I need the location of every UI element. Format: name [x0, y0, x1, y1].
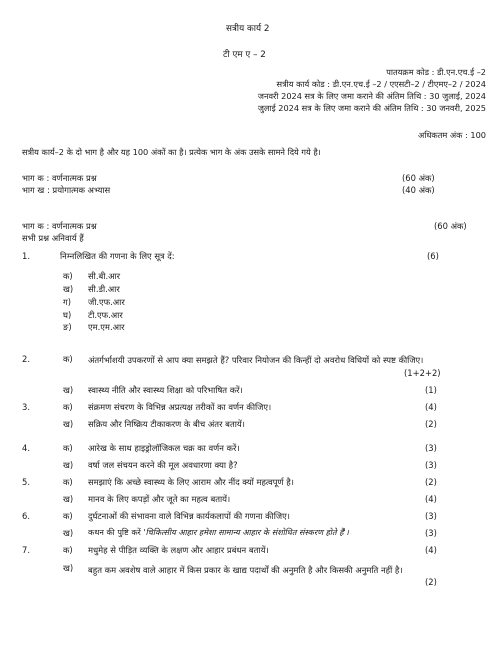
- q1-item-text: सी.बी.आर: [88, 271, 121, 281]
- question-number: 4.: [22, 443, 30, 453]
- q1-item-letter: घ): [63, 310, 72, 320]
- question-letter: ख): [63, 494, 74, 504]
- q1-item-letter: ग): [63, 297, 71, 307]
- question-text: सक्रिय और निष्क्रिय टीकाकरण के बीच अंतर बतायें।: [88, 419, 245, 429]
- question-text: आरेख के साथ हाइड्रोलॉजिकल चक्र का वर्णन करें।: [88, 443, 240, 453]
- question-text: मधुमेह से पीड़ित व्यक्ति के लक्षण और आहार प्रबंधन बतायें।: [88, 545, 269, 555]
- question-number: 3.: [22, 402, 30, 412]
- question-number: 6.: [22, 511, 30, 521]
- question-marks: (3): [425, 443, 437, 453]
- question-marks: (3): [425, 511, 437, 521]
- q1-item-letter: ङ): [63, 322, 72, 332]
- question-text: अंतर्गर्भाशयी उपकरणों से आप क्या समझते हैं? परिवार नियोजन की किन्हीं दो अवरोध विधियों को स्पष्ट कीजिए।: [88, 355, 424, 365]
- question-number: 7.: [22, 545, 30, 555]
- question-text: मानव के लिए कपड़ों और जूते का महत्व बतायें।: [88, 494, 231, 504]
- assignment-code: सत्रीय कार्य कोड : डी.एन.एच.ई –2 / एएसटी–2 / टीएमए–2 / 2024: [276, 79, 486, 89]
- question-letter: ख): [63, 460, 74, 470]
- q1-item-text: जी.एफ.आर: [88, 297, 125, 307]
- q1-item-letter: क): [63, 271, 73, 281]
- deadline-july: जुलाई 2024 सत्र के लिए जमा कराने की अंतिम तिथि : 30 जनवरी, 2025: [257, 103, 486, 113]
- question-marks: (4): [425, 494, 437, 504]
- part-a-label: भाग क : वर्णनात्मक प्रश्न: [22, 173, 97, 183]
- question-letter: ख): [63, 385, 74, 395]
- part-b-marks: (40 अंक): [402, 185, 435, 195]
- question-marks: (4): [425, 402, 437, 412]
- question-marks: (2): [425, 419, 437, 429]
- assignment-title: सत्रीय कार्य 2: [226, 24, 270, 34]
- question-letter: क): [63, 511, 73, 521]
- question-quote: 'चिकित्सीय आहार हमेशा सामान्य आहार के संशोधित संस्करण होते हैं'।: [143, 527, 349, 537]
- question-letter: क): [63, 545, 73, 555]
- question-text: स्वास्थ्य नीति और स्वास्थ्य शिक्षा को परिभाषित करें।: [88, 385, 243, 395]
- question-text: वर्षा जल संचयन करने की मूल अवधारणा क्या है?: [88, 460, 238, 470]
- q1-marks: (6): [427, 251, 439, 261]
- section-marks: (60 अंक): [434, 221, 467, 231]
- question-text: दुर्घटनाओं की संभावना वाले विभिन्न कार्यकलापों की गणना कीजिए।: [88, 511, 290, 521]
- question-letter: ख): [63, 528, 74, 538]
- question-marks: (3): [425, 460, 437, 470]
- question-marks: (3): [425, 528, 437, 538]
- question-letter: क): [63, 402, 73, 412]
- question-text: समझाएं कि अच्छे स्वास्थ्य के लिए आराम और नींद क्यों महत्वपूर्ण है।: [88, 477, 294, 487]
- part-b-label: भाग ख : प्रयोगात्मक अभ्यास: [22, 185, 111, 195]
- question-letter: ख): [63, 419, 74, 429]
- question-letter: क): [63, 354, 73, 364]
- question-letter: ख): [63, 563, 74, 573]
- q1-item-letter: ख): [63, 284, 74, 294]
- question-number: 5.: [22, 477, 30, 487]
- question-letter: क): [63, 477, 73, 487]
- section-title: भाग क : वर्णनात्मक प्रश्न: [22, 221, 97, 231]
- q1-text: निम्नलिखित की गणना के लिए सूत्र दें:: [60, 251, 175, 261]
- q1-item-text: टी.एफ.आर: [88, 310, 123, 320]
- question-marks: (1+2+2): [404, 368, 441, 378]
- question-marks: (2): [425, 577, 437, 587]
- section-instruction: सभी प्रश्न अनिवार्य हैं: [22, 233, 84, 243]
- max-marks: अधिकतम अंक : 100: [418, 130, 486, 140]
- question-statement: कथन की पुष्टि करें: [88, 527, 141, 537]
- question-marks: (2): [425, 477, 437, 487]
- question-letter: क): [63, 443, 73, 453]
- question-number: 2.: [22, 354, 30, 364]
- q1-item-text: एम.एम.आर: [88, 322, 125, 332]
- question-marks: (1): [425, 385, 437, 395]
- q1-item-text: सी.डी.आर: [88, 284, 120, 294]
- q1-number: 1.: [22, 251, 30, 261]
- deadline-january: जनवरी 2024 सत्र के लिए जमा कराने की अंतिम तिथि : 30 जुलाई, 2024: [257, 91, 486, 101]
- question-text: बहुत कम अवशेष वाले आहार में किस प्रकार के खाद्य पदार्थों की अनुमति है और किसकी अनुमति नहीं है।: [88, 565, 403, 575]
- course-code: पातयक्रम कोड : डी.एन.एच.ई –2: [386, 67, 486, 77]
- question-marks: (4): [425, 545, 437, 555]
- question-text: [88, 528, 349, 538]
- part-a-marks: (60 अंक): [402, 173, 435, 183]
- question-text: संक्रमण संचरण के विभिन्न अप्रत्यक्ष तरीकों का वर्णन कीजिए।: [88, 402, 272, 412]
- course-name: टी एम ए – 2: [223, 50, 266, 60]
- intro-text: सत्रीय कार्य–2 के दो भाग है और यह 100 अंकों का है। प्रत्येक भाग के अंक उसके सामने दिये गये है।: [22, 147, 321, 157]
